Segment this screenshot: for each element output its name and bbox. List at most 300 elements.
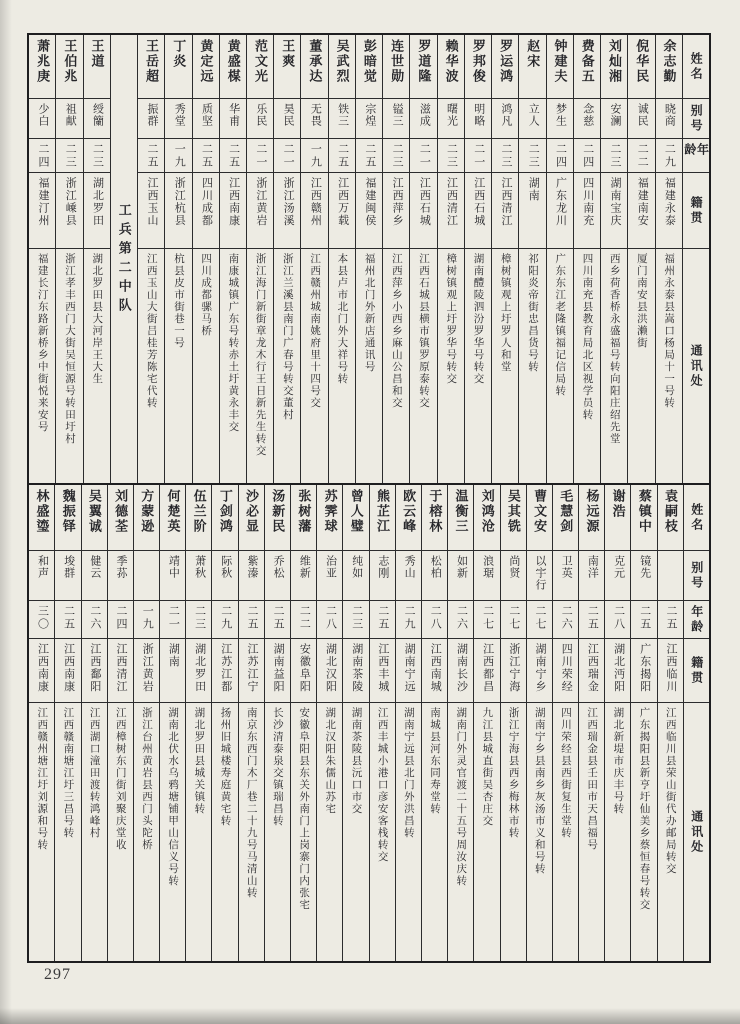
person-age: 一九 bbox=[309, 143, 322, 169]
person-alias-cell bbox=[383, 99, 409, 139]
person-name: 董承达 bbox=[307, 39, 323, 84]
person-alias: 健云 bbox=[88, 555, 101, 579]
person-column bbox=[473, 485, 499, 961]
person-native-place: 江西丰城 bbox=[376, 643, 389, 693]
person-alias: 镒三 bbox=[391, 103, 404, 127]
person-name: 伍兰阶 bbox=[191, 489, 207, 534]
person-name-cell bbox=[448, 485, 473, 551]
person-column bbox=[578, 485, 604, 961]
person-alias-cell bbox=[160, 551, 185, 601]
person-address: 九江县城直街吴杏庄交 bbox=[481, 707, 493, 827]
person-alias: 浪琚 bbox=[481, 555, 494, 579]
person-address: 樟树镇观上圩罗人和堂 bbox=[499, 253, 511, 373]
person-name-cell bbox=[291, 485, 316, 551]
person-address-cell bbox=[501, 703, 526, 961]
person-address: 广东东江老隆镇福记信局转 bbox=[554, 253, 566, 397]
person-native-place-cell bbox=[422, 639, 447, 703]
person-alias-cell bbox=[422, 551, 447, 601]
column-header-address-cell bbox=[683, 249, 709, 483]
person-name: 张树藩 bbox=[296, 489, 312, 534]
person-age: 二五 bbox=[245, 605, 258, 631]
person-column bbox=[211, 485, 237, 961]
person-alias: 以宇行 bbox=[534, 555, 547, 591]
person-native-place: 江西南城 bbox=[429, 643, 442, 693]
person-column bbox=[447, 485, 473, 961]
person-column bbox=[552, 485, 578, 961]
person-address: 湖北新堤市庆丰号转 bbox=[612, 707, 624, 815]
person-age: 二三 bbox=[193, 605, 206, 631]
person-address-cell bbox=[301, 249, 327, 483]
person-name-cell bbox=[29, 35, 55, 99]
person-age: 二六 bbox=[455, 605, 468, 631]
person-native-place-cell bbox=[370, 639, 395, 703]
person-age: 二四 bbox=[554, 143, 567, 169]
person-age: 二五 bbox=[227, 143, 240, 169]
person-alias-cell bbox=[239, 551, 264, 601]
person-native-place: 江西石城 bbox=[472, 177, 485, 227]
person-native-place: 湖北汉阳 bbox=[324, 643, 337, 693]
person-alias-cell bbox=[329, 99, 355, 139]
person-age: 二九 bbox=[219, 605, 232, 631]
person-name: 曾人璧 bbox=[348, 489, 364, 534]
person-name-cell bbox=[317, 485, 342, 551]
person-address: 长沙清泰泉交镇瑞昌转 bbox=[271, 707, 283, 827]
person-alias: 绶籣 bbox=[91, 103, 104, 127]
person-alias-cell bbox=[519, 99, 545, 139]
person-alias: 铁三 bbox=[336, 103, 349, 127]
person-age-cell bbox=[247, 139, 273, 173]
person-native-place: 福建闽侯 bbox=[363, 177, 376, 227]
person-address-cell bbox=[553, 703, 578, 961]
person-native-place-cell bbox=[108, 639, 133, 703]
person-age: 二九 bbox=[663, 143, 676, 169]
person-name: 王爽 bbox=[280, 39, 296, 69]
person-native-place-cell bbox=[186, 639, 211, 703]
person-name: 于榕林 bbox=[427, 489, 443, 534]
person-alias: 乔松 bbox=[272, 555, 285, 579]
person-column bbox=[409, 35, 436, 483]
person-address: 四川荣经县西街复生堂转 bbox=[559, 707, 571, 839]
person-native-place-cell bbox=[438, 173, 464, 249]
person-address: 江西赣州城南姚府里十四号交 bbox=[309, 253, 321, 409]
person-address-cell bbox=[448, 703, 473, 961]
person-native-place-cell bbox=[501, 639, 526, 703]
person-age-cell bbox=[519, 139, 545, 173]
person-column bbox=[464, 35, 491, 483]
person-address-cell bbox=[628, 249, 654, 483]
person-name: 钟建夫 bbox=[552, 39, 568, 84]
person-native-place-cell bbox=[410, 173, 436, 249]
person-native-place: 湖南长沙 bbox=[455, 643, 468, 693]
person-alias-cell bbox=[601, 99, 627, 139]
person-address: 江西赣南塘江圩三昌号转 bbox=[62, 707, 74, 839]
person-age-cell bbox=[492, 139, 518, 173]
person-alias-cell bbox=[134, 551, 159, 601]
person-native-place: 广东龙川 bbox=[554, 177, 567, 227]
person-name-cell bbox=[329, 35, 355, 99]
person-column bbox=[518, 35, 545, 483]
person-name: 曹文安 bbox=[532, 489, 548, 534]
person-age-cell bbox=[527, 601, 552, 639]
person-native-place-cell bbox=[329, 173, 355, 249]
person-column bbox=[83, 35, 110, 483]
person-age: 二七 bbox=[534, 605, 547, 631]
person-alias: 松柏 bbox=[429, 555, 442, 579]
person-alias-cell bbox=[220, 99, 246, 139]
person-age-cell bbox=[108, 601, 133, 639]
column-header-name-cell bbox=[683, 35, 709, 99]
person-name-cell bbox=[547, 35, 573, 99]
person-native-place: 四川荣经 bbox=[560, 643, 573, 693]
person-name-cell bbox=[396, 485, 421, 551]
person-column bbox=[81, 485, 107, 961]
person-native-place-cell bbox=[527, 639, 552, 703]
person-address-cell bbox=[186, 703, 211, 961]
person-alias: 少白 bbox=[37, 103, 50, 127]
person-address-cell bbox=[329, 249, 355, 483]
person-age-cell bbox=[628, 139, 654, 173]
person-native-place-cell bbox=[356, 173, 382, 249]
person-alias: 质坚 bbox=[200, 103, 213, 127]
person-address: 福州永泰县嵩口杨局十一号转 bbox=[663, 253, 675, 409]
person-name-cell bbox=[55, 485, 80, 551]
column-header-age: 年龄 bbox=[682, 143, 709, 158]
person-age-cell bbox=[29, 139, 55, 173]
person-alias-cell bbox=[186, 551, 211, 601]
person-age: 二四 bbox=[581, 143, 594, 169]
person-address-cell bbox=[343, 703, 368, 961]
person-alias: 际秋 bbox=[219, 555, 232, 579]
person-native-place: 湖南茶陵 bbox=[350, 643, 363, 693]
person-address: 南京东西门木厂巷二十九号马清山转 bbox=[245, 707, 257, 899]
column-header-name: 姓名 bbox=[689, 503, 704, 533]
person-native-place-cell bbox=[247, 173, 273, 249]
table-band-bottom bbox=[27, 485, 711, 963]
person-alias: 诚民 bbox=[636, 103, 649, 127]
person-native-place: 江西都昌 bbox=[481, 643, 494, 693]
person-name: 王岳超 bbox=[144, 39, 160, 84]
person-alias-cell bbox=[29, 99, 55, 139]
person-address-cell bbox=[84, 249, 110, 483]
column-header-alias: 别号 bbox=[689, 561, 704, 591]
person-address: 四川成都骡马桥 bbox=[200, 253, 212, 337]
person-native-place-cell bbox=[84, 173, 110, 249]
person-age: 二一 bbox=[418, 143, 431, 169]
person-column bbox=[133, 485, 159, 961]
person-age-cell bbox=[193, 139, 219, 173]
person-age: 二五 bbox=[586, 605, 599, 631]
person-address-cell bbox=[193, 249, 219, 483]
person-age-cell bbox=[601, 139, 627, 173]
person-age: 一九 bbox=[173, 143, 186, 169]
column-header-native-cell bbox=[683, 173, 709, 249]
person-alias: 梦生 bbox=[554, 103, 567, 127]
person-column bbox=[369, 485, 395, 961]
person-name: 罗运鸿 bbox=[498, 39, 514, 84]
person-age-cell bbox=[134, 601, 159, 639]
column-header-name: 姓名 bbox=[689, 52, 704, 82]
person-age: 二四 bbox=[37, 143, 50, 169]
person-address: 湖南茶陵县沅口市交 bbox=[350, 707, 362, 815]
person-address: 浙江海门新街章龙木行王日新先生转交 bbox=[254, 253, 266, 457]
person-address-cell bbox=[82, 703, 107, 961]
person-address-cell bbox=[601, 249, 627, 483]
person-native-place: 江西鄱阳 bbox=[88, 643, 101, 693]
person-age-cell bbox=[501, 601, 526, 639]
person-address: 浙江孝丰西门大街吴恒源号转田圩村 bbox=[64, 253, 75, 445]
person-alias-cell bbox=[317, 551, 342, 601]
person-native-place-cell bbox=[239, 639, 264, 703]
person-name-cell bbox=[579, 485, 604, 551]
person-name: 欧云峰 bbox=[401, 489, 417, 534]
person-address: 安徽阜阳县东关外南门上岗寨门内张宅 bbox=[298, 707, 310, 911]
person-age: 二六 bbox=[88, 605, 101, 631]
person-age-cell bbox=[329, 139, 355, 173]
person-age-cell bbox=[438, 139, 464, 173]
person-alias: 宗煌 bbox=[363, 103, 376, 127]
person-name: 黄盛楳 bbox=[225, 39, 241, 84]
person-alias: 祖献 bbox=[64, 103, 77, 127]
person-name-cell bbox=[410, 35, 436, 99]
person-native-place-cell bbox=[265, 639, 290, 703]
person-name: 苏霁球 bbox=[322, 489, 338, 534]
person-column bbox=[600, 35, 627, 483]
person-alias: 如新 bbox=[455, 555, 468, 579]
person-age: 二五 bbox=[363, 143, 376, 169]
person-alias: 纯如 bbox=[350, 555, 363, 579]
person-native-place-cell bbox=[605, 639, 630, 703]
column-header-native: 籍贯 bbox=[689, 196, 704, 226]
person-native-place: 浙江黄岩 bbox=[141, 643, 154, 693]
person-name-cell bbox=[422, 485, 447, 551]
person-native-place: 浙江黄岩 bbox=[254, 177, 267, 227]
person-address-cell bbox=[465, 249, 491, 483]
person-column bbox=[192, 35, 219, 483]
person-alias-cell bbox=[56, 99, 82, 139]
person-alias: 振群 bbox=[145, 103, 158, 127]
person-name: 罗邦俊 bbox=[470, 39, 486, 84]
person-column bbox=[657, 485, 683, 961]
person-name: 袁嗣枝 bbox=[663, 489, 679, 534]
person-name-cell bbox=[631, 485, 656, 551]
person-native-place-cell bbox=[134, 639, 159, 703]
person-age-cell bbox=[265, 601, 290, 639]
person-column bbox=[55, 35, 82, 483]
person-age: 二五 bbox=[145, 143, 158, 169]
person-alias-cell bbox=[291, 551, 316, 601]
person-address-cell bbox=[658, 703, 683, 961]
person-name-cell bbox=[492, 35, 518, 99]
person-address-cell bbox=[396, 703, 421, 961]
person-native-place: 江西清江 bbox=[500, 177, 513, 227]
column-header-address: 通讯处 bbox=[689, 810, 704, 855]
person-name: 倪华民 bbox=[634, 39, 650, 84]
person-alias: 乐民 bbox=[254, 103, 267, 127]
person-address-cell bbox=[383, 249, 409, 483]
column-header-address: 通讯处 bbox=[689, 344, 704, 389]
person-name: 谢浩 bbox=[610, 489, 626, 519]
person-alias-cell bbox=[193, 99, 219, 139]
person-native-place: 江苏江都 bbox=[219, 643, 232, 693]
person-address: 西乡荷香桥永盛福号转向阳庄绍先堂 bbox=[608, 253, 620, 445]
person-age-cell bbox=[56, 139, 82, 173]
person-name: 何楚英 bbox=[165, 489, 181, 534]
section-label-cell bbox=[111, 35, 137, 483]
person-alias-cell bbox=[605, 551, 630, 601]
person-alias: 南洋 bbox=[586, 555, 599, 579]
person-name: 丁剑鸿 bbox=[217, 489, 233, 534]
person-address-cell bbox=[317, 703, 342, 961]
person-column bbox=[29, 35, 55, 483]
person-address: 湖南北伏水乌鸦塘铺甲山信义号转 bbox=[167, 707, 179, 887]
person-address: 广东揭阳县新亨圩仙美乡蔡恒春号转交 bbox=[638, 707, 650, 911]
person-native-place: 湖南益阳 bbox=[272, 643, 285, 693]
person-name: 刘鸿沧 bbox=[479, 489, 495, 534]
person-address: 江西瑞金县壬田市天昌福号 bbox=[586, 707, 598, 851]
person-name-cell bbox=[383, 35, 409, 99]
person-name-cell bbox=[138, 35, 164, 99]
person-address-cell bbox=[356, 249, 382, 483]
person-native-place: 湖南宁乡 bbox=[534, 643, 547, 693]
person-age-cell bbox=[239, 601, 264, 639]
person-address-cell bbox=[579, 703, 604, 961]
person-name-cell bbox=[193, 35, 219, 99]
person-alias: 维新 bbox=[298, 555, 311, 579]
person-age-cell bbox=[574, 139, 600, 173]
person-native-place-cell bbox=[274, 173, 300, 249]
person-native-place-cell bbox=[291, 639, 316, 703]
person-address: 湖南门外灵官渡二十五号周汝庆转 bbox=[455, 707, 467, 887]
person-age-cell bbox=[383, 139, 409, 173]
person-column bbox=[655, 35, 682, 483]
person-native-place: 湖北罗田 bbox=[91, 177, 104, 227]
person-column bbox=[264, 485, 290, 961]
person-name: 吴武烈 bbox=[334, 39, 350, 84]
person-name: 吴翼诚 bbox=[86, 489, 102, 534]
column-header-age-cell bbox=[683, 139, 709, 173]
column-header-name-cell bbox=[684, 485, 709, 551]
person-name-cell bbox=[628, 35, 654, 99]
person-native-place: 江西南康 bbox=[62, 643, 75, 693]
person-alias-cell bbox=[410, 99, 436, 139]
person-alias: 萧秋 bbox=[193, 555, 206, 579]
person-alias-cell bbox=[656, 99, 682, 139]
person-name-cell bbox=[265, 485, 290, 551]
person-name: 王道 bbox=[89, 39, 105, 69]
person-alias: 埈群 bbox=[62, 555, 75, 579]
person-address-cell bbox=[422, 703, 447, 961]
person-address-cell bbox=[574, 249, 600, 483]
person-age: 二三 bbox=[91, 143, 104, 169]
person-name: 黄定远 bbox=[198, 39, 214, 84]
person-name: 费备五 bbox=[579, 39, 595, 84]
person-age-cell bbox=[396, 601, 421, 639]
person-native-place: 江西临川 bbox=[664, 643, 677, 693]
person-alias-cell bbox=[343, 551, 368, 601]
person-name: 赵宋 bbox=[525, 39, 541, 69]
column-header-alias-cell bbox=[684, 551, 709, 601]
person-age-cell bbox=[274, 139, 300, 173]
person-alias-cell bbox=[574, 99, 600, 139]
person-name-cell bbox=[239, 485, 264, 551]
person-alias: 曙光 bbox=[445, 103, 458, 127]
person-age-cell bbox=[291, 601, 316, 639]
person-address-cell bbox=[220, 249, 246, 483]
person-name-cell bbox=[527, 485, 552, 551]
person-name-cell bbox=[56, 35, 82, 99]
person-age: 二一 bbox=[472, 143, 485, 169]
person-native-place: 浙江杭县 bbox=[173, 177, 186, 227]
person-alias: 和声 bbox=[36, 555, 49, 579]
person-address-cell bbox=[247, 249, 273, 483]
person-address-cell bbox=[29, 703, 54, 961]
person-address: 湖北汉阳朱儒山苏宅 bbox=[324, 707, 336, 815]
person-age: 二五 bbox=[664, 605, 677, 631]
person-native-place: 江西清江 bbox=[445, 177, 458, 227]
person-native-place-cell bbox=[656, 173, 682, 249]
person-native-place: 福建永泰 bbox=[663, 177, 676, 227]
person-alias-cell bbox=[628, 99, 654, 139]
person-age: 二三 bbox=[64, 143, 77, 169]
person-age: 二三 bbox=[527, 143, 540, 169]
person-address: 浙江台州黄岩县西门头陀桥 bbox=[140, 707, 152, 851]
person-age-cell bbox=[579, 601, 604, 639]
person-native-place-cell bbox=[579, 639, 604, 703]
person-address-cell bbox=[605, 703, 630, 961]
person-native-place: 江西玉山 bbox=[145, 177, 158, 227]
person-address-cell bbox=[410, 249, 436, 483]
person-column bbox=[219, 35, 246, 483]
person-column bbox=[395, 485, 421, 961]
person-name: 罗道隆 bbox=[416, 39, 432, 84]
person-alias: 秀堂 bbox=[173, 103, 186, 127]
person-name-cell bbox=[656, 35, 682, 99]
person-alias-cell bbox=[84, 99, 110, 139]
person-address: 湖南醴陵泗汾罗华号转交 bbox=[472, 253, 484, 385]
person-alias-cell bbox=[274, 99, 300, 139]
person-native-place-cell bbox=[547, 173, 573, 249]
person-age-cell bbox=[165, 139, 191, 173]
person-native-place-cell bbox=[448, 639, 473, 703]
person-column bbox=[185, 485, 211, 961]
person-age: 二三 bbox=[391, 143, 404, 169]
person-address: 福建长汀东路新桥乡中街悦来安号 bbox=[36, 253, 48, 433]
person-name-cell bbox=[356, 35, 382, 99]
person-name-cell bbox=[165, 35, 191, 99]
person-alias: 季荪 bbox=[115, 555, 128, 579]
person-address: 厦门南安县洪濑街 bbox=[635, 253, 647, 349]
person-age: 二一 bbox=[167, 605, 180, 631]
person-address: 江西临川县荣山街代办邮局转交 bbox=[664, 707, 676, 875]
column-header-native-cell bbox=[684, 639, 709, 703]
person-address: 江西丰城小港口彦安客栈转交 bbox=[376, 707, 388, 863]
person-native-place: 湖北沔阳 bbox=[612, 643, 625, 693]
person-column bbox=[491, 35, 518, 483]
person-alias: 晓商 bbox=[663, 103, 676, 127]
person-age-cell bbox=[29, 601, 54, 639]
person-alias: 治亚 bbox=[324, 555, 337, 579]
directory-table bbox=[27, 33, 711, 963]
person-address-cell bbox=[56, 249, 82, 483]
person-native-place-cell bbox=[56, 173, 82, 249]
person-age-cell bbox=[138, 139, 164, 173]
person-address: 四川南充县教育局北区视学员转 bbox=[581, 253, 593, 421]
header-column bbox=[682, 35, 709, 483]
person-address: 江西玉山大街吕桂芳陈宅代转 bbox=[145, 253, 157, 409]
column-header-address-cell bbox=[684, 703, 709, 961]
person-alias-cell bbox=[247, 99, 273, 139]
person-alias-cell bbox=[658, 551, 683, 601]
